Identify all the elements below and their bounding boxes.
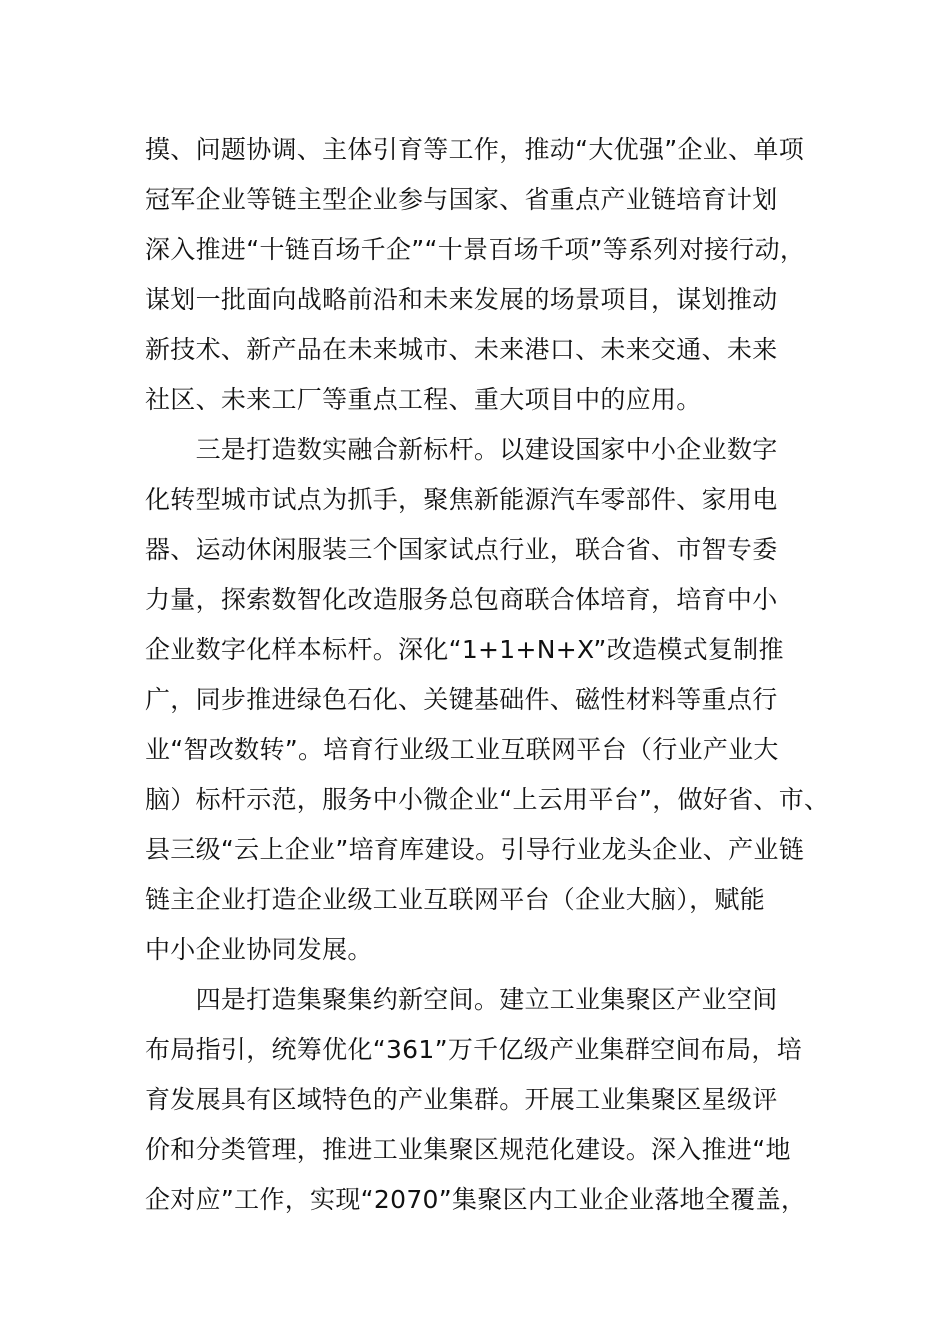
- text-line: 业“智改数转”。培育行业级工业互联网平台（行业产业大: [145, 735, 779, 764]
- text-line: 广，同步推进绿色石化、关键基础件、磁性材料等重点行: [145, 685, 778, 714]
- text-line: 企业数字化样本标杆。深化“1+1+N+X”改造模式复制推: [145, 635, 784, 664]
- text-line: 深入推进“十链百场千企”“十景百场千项”等系列对接行动，: [145, 235, 806, 264]
- text-line: 价和分类管理，推进工业集聚区规范化建设。深入推进“地: [145, 1135, 791, 1164]
- paragraph-heading-line: 四是打造集聚集约新空间。建立工业集聚区产业空间: [145, 985, 778, 1014]
- text-line: 力量，探索数智化改造服务总包商联合体培育，培育中小: [145, 585, 778, 614]
- text-line: 链主企业打造企业级工业互联网平台（企业大脑），赋能: [145, 885, 766, 914]
- text-line: 器、运动休闲服装三个国家试点行业，联合省、市智专委: [145, 535, 778, 564]
- text-line: 县三级“云上企业”培育库建设。引导行业龙头企业、产业链: [145, 835, 805, 864]
- text-line: 化转型城市试点为抓手，聚焦新能源汽车零部件、家用电: [145, 485, 778, 514]
- text-line: 谋划一批面向战略前沿和未来发展的场景项目，谋划推动: [145, 285, 778, 314]
- text-line: 企对应”工作，实现“2070”集聚区内工业企业落地全覆盖，: [145, 1185, 807, 1214]
- text-line: 育发展具有区域特色的产业集群。开展工业集聚区星级评: [145, 1085, 778, 1114]
- text-line: 社区、未来工厂等重点工程、重大项目中的应用。: [145, 385, 702, 414]
- text-line: 布局指引，统筹优化“361”万千亿级产业集群空间布局，培: [145, 1035, 803, 1064]
- text-line: 摸、问题协调、主体引育等工作，推动“大优强”企业、单项: [145, 135, 805, 164]
- text-line: 冠军企业等链主型企业参与国家、省重点产业链培育计划: [145, 185, 778, 214]
- text-line: 新技术、新产品在未来城市、未来港口、未来交通、未来: [145, 335, 778, 364]
- text-line: 脑）标杆示范，服务中小微企业“上云用平台”，做好省、市、: [145, 785, 830, 814]
- text-line: 中小企业协同发展。: [145, 935, 373, 964]
- paragraph-heading-line: 三是打造数实融合新标杆。以建设国家中小企业数字: [145, 435, 778, 464]
